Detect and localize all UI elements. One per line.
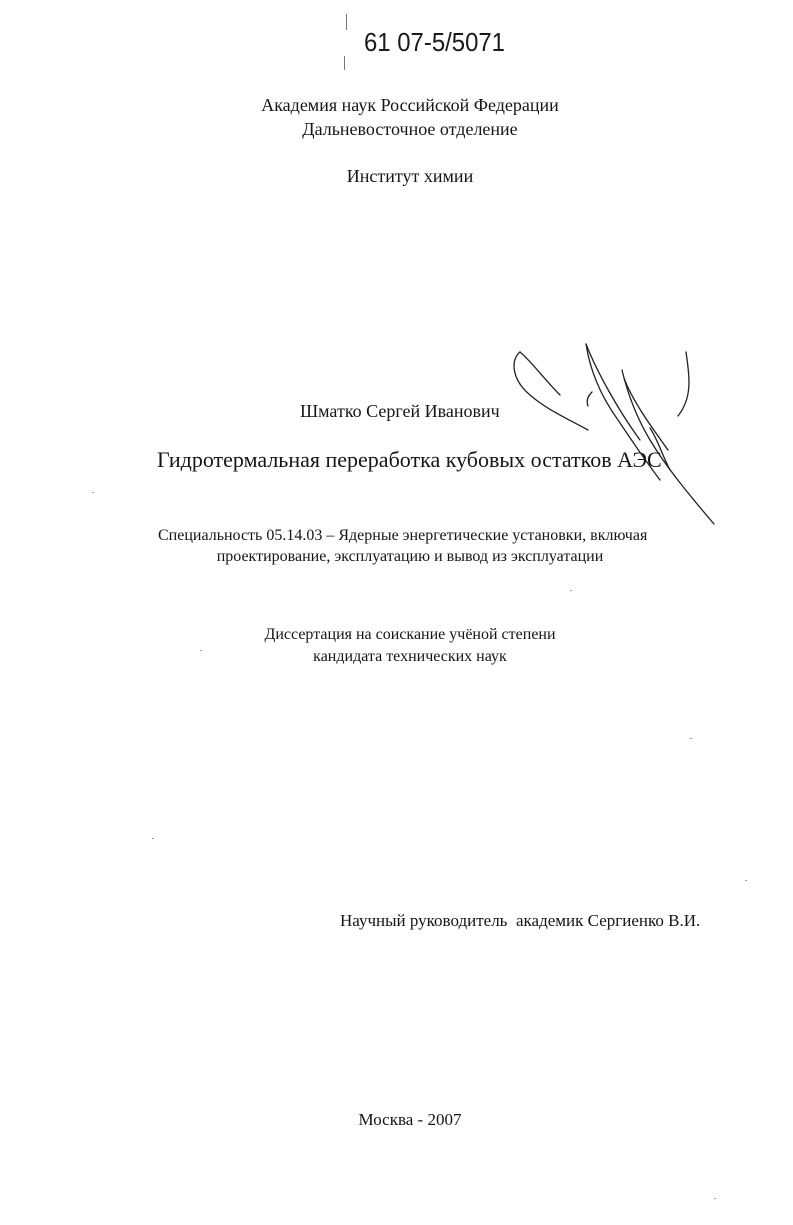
- supervisor-name: академик Сергиенко В.И.: [516, 911, 701, 930]
- degree-line-1: Диссертация на соискание учёной степени: [264, 626, 556, 643]
- handwritten-signature: [500, 340, 730, 530]
- scan-speck: [745, 880, 747, 881]
- academy-name: Академия наук Российской Федерации: [261, 95, 559, 115]
- scan-speck: [92, 492, 94, 493]
- degree-line-2: кандидата технических наук: [313, 648, 507, 665]
- supervisor-label: Научный руководитель: [340, 911, 508, 930]
- scan-speck: [714, 1198, 716, 1199]
- author-name: Шматко Сергей Иванович: [300, 401, 500, 421]
- scan-speck: [200, 650, 202, 651]
- specialty-line-1: Специальность 05.14.03 – Ядерные энергетические установки, включая: [158, 527, 648, 544]
- city-year: Москва - 2007: [358, 1110, 462, 1129]
- scan-mark: [344, 56, 345, 70]
- scan-speck: [690, 738, 692, 739]
- branch-name: Дальневосточное отделение: [302, 119, 518, 139]
- scan-speck: [152, 838, 154, 839]
- dissertation-title: Гидротермальная переработка кубовых остатков АЭС: [157, 447, 662, 472]
- archive-stamp-number: 61 07-5/5071: [364, 27, 505, 57]
- specialty-line-2: проектирование, эксплуатацию и вывод из эксплуатации: [216, 548, 604, 565]
- scan-mark: [346, 14, 347, 30]
- scan-speck: [570, 590, 572, 591]
- institute-name: Институт химии: [346, 166, 474, 186]
